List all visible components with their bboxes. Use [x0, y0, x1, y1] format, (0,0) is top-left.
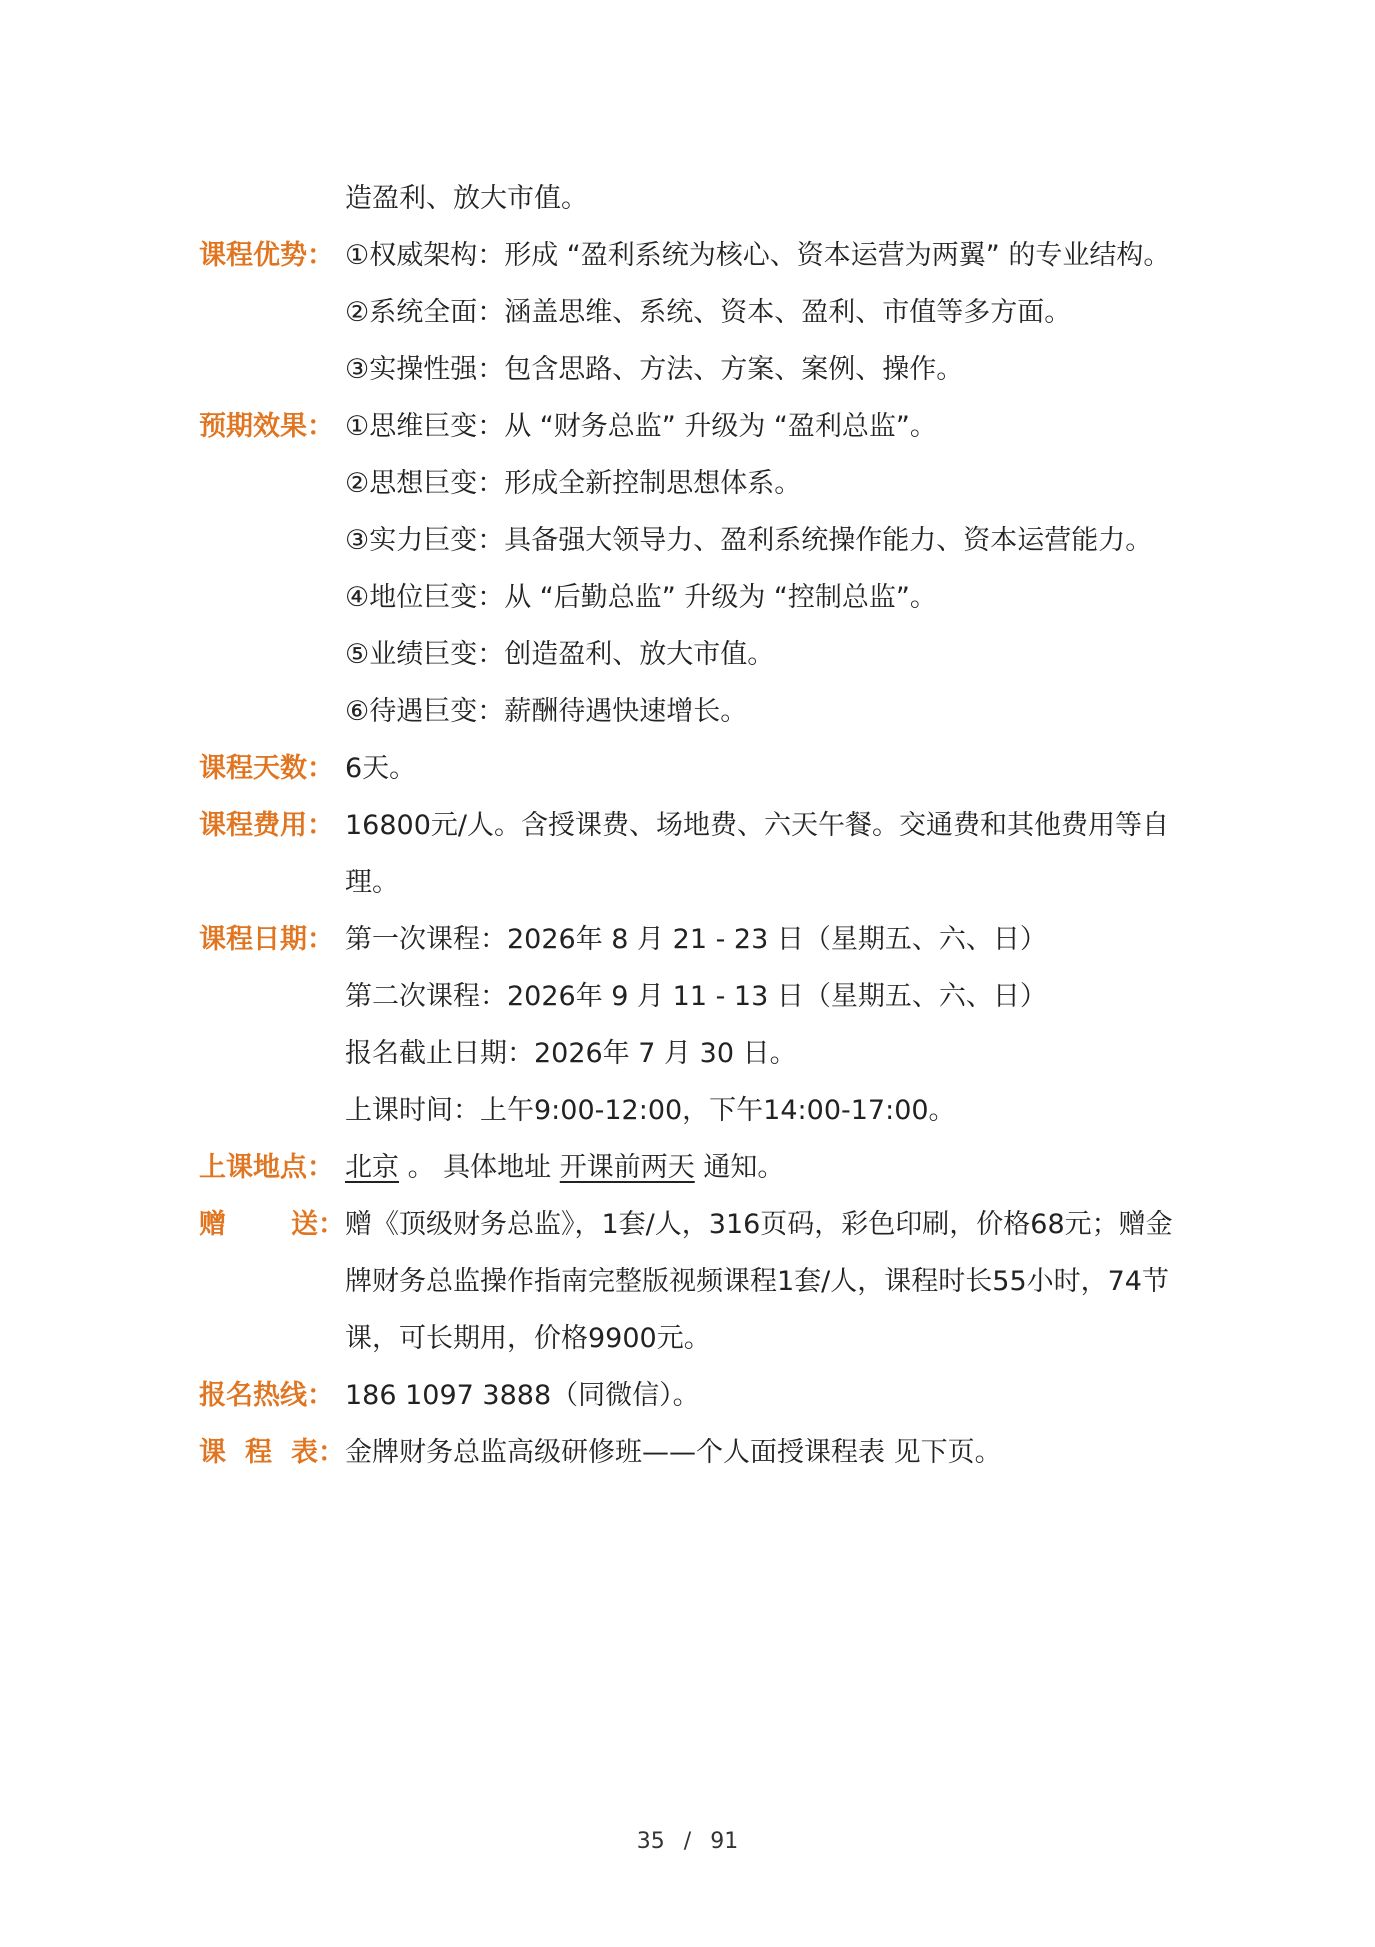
gift-label-char: 赠 [199, 1209, 226, 1240]
effects-label: 预期效果： [199, 411, 334, 442]
section-days [0, 740, 1375, 797]
section-hotline [0, 1367, 1375, 1424]
section-location [0, 1139, 1375, 1196]
effect-item: ⑤业绩巨变：创造盈利、放大市值。 [345, 639, 775, 670]
fee-label: 课程费用： [199, 810, 334, 841]
current-page: 35 [636, 1829, 665, 1854]
schedule-label [199, 1424, 345, 1481]
effects-content [345, 398, 1185, 740]
page-separator: / [683, 1829, 692, 1854]
hotline-value: 186 1097 3888（同微信）。 [345, 1380, 700, 1411]
date-item: 第二次课程：2026年 9 月 11 - 13 日（星期五、六、日） [345, 981, 1047, 1012]
advantage-item: ③实操性强：包含思路、方法、方案、案例、操作。 [345, 354, 964, 385]
gift-label [199, 1196, 345, 1253]
location-city: 北京 [345, 1152, 399, 1183]
total-pages: 91 [710, 1829, 739, 1854]
intro-text: 造盈利、放大市值。 [345, 183, 588, 214]
section-schedule [0, 1424, 1375, 1481]
effect-item: ③实力巨变：具备强大领导力、盈利系统操作能力、资本运营能力。 [345, 525, 1153, 556]
section-gift [0, 1196, 1375, 1367]
page-number [0, 1829, 1375, 1854]
section-fee [0, 797, 1375, 911]
advantages-label: 课程优势： [199, 240, 334, 271]
hotline-label: 报名热线： [199, 1380, 334, 1411]
schedule-value: 金牌财务总监高级研修班——个人面授课程表 见下页。 [345, 1437, 1002, 1468]
document-body [0, 170, 1375, 1481]
schedule-label-char: 程 [245, 1437, 272, 1468]
dates-label: 课程日期： [199, 924, 334, 955]
gift-label-char: 送： [291, 1209, 345, 1240]
intro-row [0, 170, 1375, 227]
fee-value: 16800元/人。含授课费、场地费、六天午餐。交通费和其他费用等自理。 [345, 810, 1169, 898]
days-label: 课程天数： [199, 753, 334, 784]
location-notice-time: 开课前两天 [559, 1152, 695, 1183]
section-dates [0, 911, 1375, 1139]
effect-item: ⑥待遇巨变：薪酬待遇快速增长。 [345, 696, 748, 727]
schedule-label-char: 课 [199, 1437, 226, 1468]
advantage-item: ①权威架构：形成 “盈利系统为核心、资本运营为两翼” 的专业结构。 [345, 240, 1171, 271]
days-value: 6天。 [345, 753, 417, 784]
schedule-label-char: 表： [291, 1437, 345, 1468]
gift-value: 赠《顶级财务总监》，1套/人，316页码，彩色印刷，价格68元；赠金牌财务总监操作指南完整版视频课程1套/人，课程时长55小时，74节课，可长期用，价格9900元。 [345, 1209, 1173, 1354]
section-advantages [0, 227, 1375, 398]
dates-content [345, 911, 1185, 1139]
date-item: 上课时间：上午9:00-12:00，下午14:00-17:00。 [345, 1095, 956, 1126]
advantages-content [345, 227, 1185, 398]
effect-item: ①思维巨变：从 “财务总监” 升级为 “盈利总监”。 [345, 411, 937, 442]
section-effects [0, 398, 1375, 740]
location-mid-text: 。 具体地址 [399, 1152, 560, 1183]
location-label: 上课地点： [199, 1152, 334, 1183]
date-item: 第一次课程：2026年 8 月 21 - 23 日（星期五、六、日） [345, 924, 1047, 955]
location-content [345, 1139, 1185, 1196]
effect-item: ②思想巨变：形成全新控制思想体系。 [345, 468, 802, 499]
date-item: 报名截止日期：2026年 7 月 30 日。 [345, 1038, 797, 1069]
effect-item: ④地位巨变：从 “后勤总监” 升级为 “控制总监”。 [345, 582, 937, 613]
advantage-item: ②系统全面：涵盖思维、系统、资本、盈利、市值等多方面。 [345, 297, 1072, 328]
location-tail-text: 通知。 [694, 1152, 785, 1183]
